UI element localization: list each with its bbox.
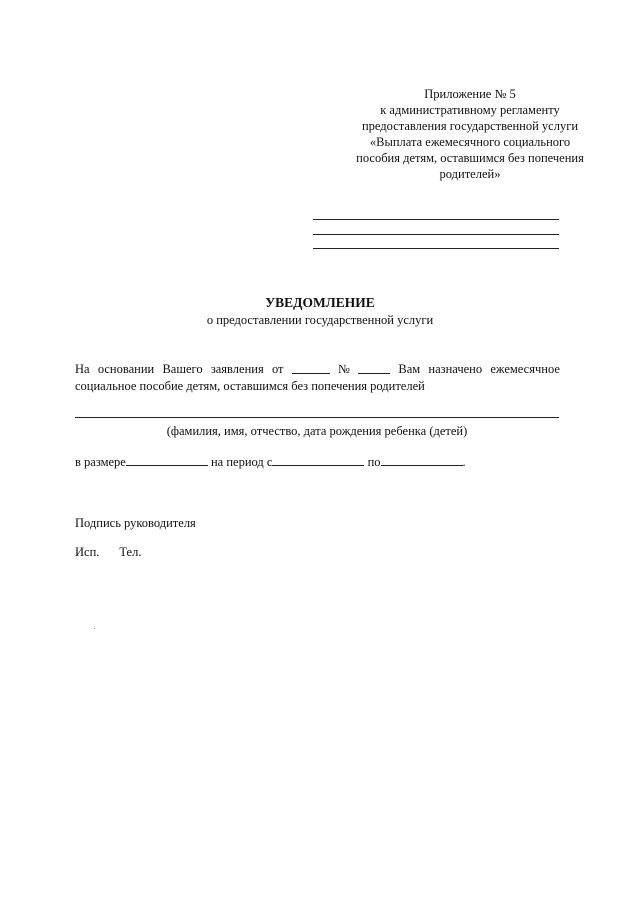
word: заявления (210, 362, 264, 376)
paragraph-line-2: социальное пособие детям, оставшимся без попечения родителей (75, 379, 425, 393)
period-end-blank (381, 453, 463, 466)
word: от (271, 362, 284, 376)
scan-speck (94, 628, 95, 629)
period-start-blank (272, 453, 364, 466)
addressee-line (313, 219, 559, 220)
word: назначено (428, 362, 483, 376)
amount-label: в размере (75, 455, 126, 469)
appendix-line: предоставления государственной услуги (361, 119, 579, 133)
addressee-line (313, 234, 559, 235)
word: Вашего (162, 362, 203, 376)
amount-line (75, 453, 466, 470)
period-end-mark: . (462, 455, 466, 469)
executor-label: Исп. (75, 545, 100, 559)
appendix-line: к административному регламенту (380, 103, 560, 117)
word: На (75, 362, 90, 376)
appendix-header (345, 86, 595, 182)
executor-line (75, 544, 141, 560)
application-date-blank (292, 361, 330, 374)
appendix-line: «Выплата ежемесячного социального (369, 135, 571, 149)
period-label: на период с (210, 455, 273, 469)
phone-label: Тел. (119, 545, 142, 559)
notice-paragraph (75, 361, 560, 395)
appendix-line: родителей» (439, 167, 501, 181)
paragraph-line-1 (75, 361, 560, 378)
signature-label: Подпись руководителя (75, 516, 196, 530)
word: ежемесячное (490, 362, 560, 376)
child-name-caption: (фамилия, имя, отчество, дата рождения ребенка (детей) (166, 424, 468, 438)
child-name-blank (75, 417, 559, 418)
amount-blank (126, 453, 208, 466)
period-to-label: по (367, 455, 381, 469)
word: № (337, 362, 350, 376)
appendix-line: Приложение № 5 (424, 87, 516, 101)
application-number-blank (358, 361, 390, 374)
word: основании (97, 362, 155, 376)
word: Вам (398, 362, 421, 376)
document-subtitle: о предоставлении государственной услуги (206, 313, 434, 327)
appendix-line: пособия детям, оставшимся без попечения (356, 151, 584, 165)
addressee-line (313, 248, 559, 249)
document-title: УВЕДОМЛЕНИЕ (265, 295, 375, 310)
